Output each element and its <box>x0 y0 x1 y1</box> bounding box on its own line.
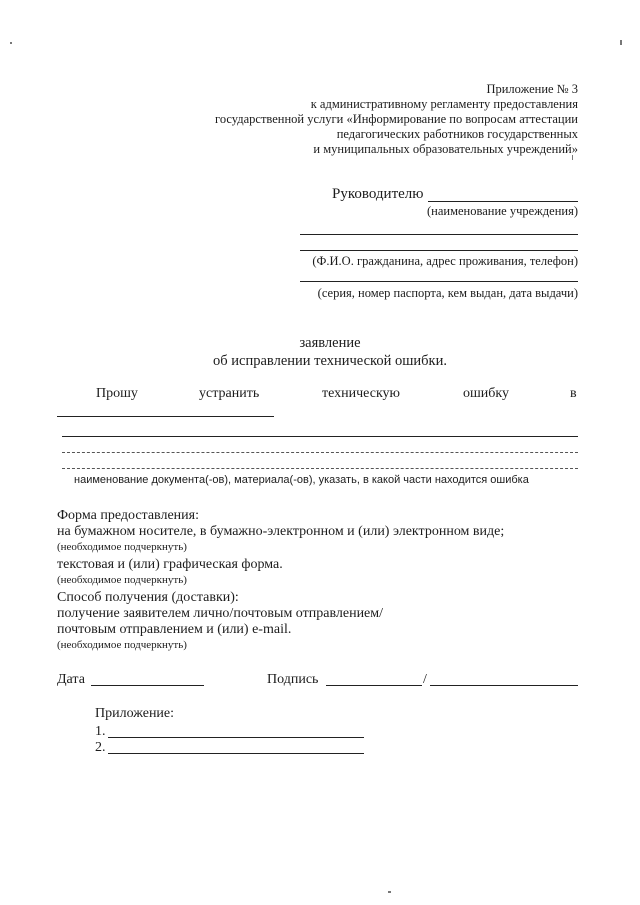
document-hint: наименование документа(-ов), материала(-ов), указать, в какой части находится ошибка <box>74 474 529 486</box>
request-word-2: устранить <box>199 386 260 401</box>
attachment-line-1 <box>108 737 364 738</box>
appendix-teachers: педагогических работников государственных <box>336 127 578 141</box>
attachment-item-1: 1. <box>95 724 106 739</box>
request-word-4: ошибку <box>463 386 509 401</box>
underline-note-2: (необходимое подчеркнуть) <box>57 574 187 586</box>
appendix-institutions: и муниципальных образовательных учреждений» <box>313 142 578 156</box>
applicant-hint: (Ф.И.О. гражданина, адрес проживания, телефон) <box>312 254 578 268</box>
passport-hint: (серия, номер паспорта, кем выдан, дата выдачи) <box>317 286 578 300</box>
signature-name-line <box>430 685 578 686</box>
attachment-line-2 <box>108 753 364 754</box>
recipient-org-line <box>428 201 578 202</box>
date-label: Дата <box>57 672 85 687</box>
recipient-label: Руководителю <box>332 186 424 202</box>
form-option-format: текстовая и (или) графическая форма. <box>57 557 283 572</box>
appendix-service: государственной услуги «Информирование по вопросам аттестации <box>215 112 578 126</box>
delivery-heading: Способ получения (доставки): <box>57 590 239 605</box>
passport-line <box>300 281 578 282</box>
form-option-media: на бумажном носителе, в бумажно-электронном и (или) электронном виде; <box>57 524 505 539</box>
document-detail-line-1 <box>62 436 578 437</box>
attachment-item-2: 2. <box>95 740 106 755</box>
scan-speck <box>10 42 12 44</box>
underline-note-3: (необходимое подчеркнуть) <box>57 639 187 651</box>
delivery-option-1: получение заявителем лично/почтовым отправлением/ <box>57 606 384 621</box>
signature-slash: / <box>423 672 427 687</box>
request-word-5: в <box>570 386 577 401</box>
title-subject: об исправлении технической ошибки. <box>213 353 447 369</box>
org-hint: (наименование учреждения) <box>427 204 578 218</box>
document-detail-line-2 <box>62 452 578 453</box>
request-word-1: Прошу <box>96 386 138 401</box>
date-line <box>91 685 204 686</box>
applicant-line-1 <box>300 234 578 235</box>
request-word-3: техническую <box>322 386 401 401</box>
attachments-heading: Приложение: <box>95 706 175 721</box>
title-statement: заявление <box>299 335 361 351</box>
scan-speck <box>388 891 391 893</box>
appendix-regulation: к административному регламенту предоставления <box>310 97 578 111</box>
underline-note-1: (необходимое подчеркнуть) <box>57 541 187 553</box>
signature-line <box>326 685 422 686</box>
scan-speck <box>620 40 622 45</box>
delivery-option-2: почтовым отправлением и (или) e-mail. <box>57 622 292 637</box>
signature-label: Подпись <box>267 672 319 687</box>
appendix-number: Приложение № 3 <box>486 82 578 96</box>
document-name-line <box>57 416 274 417</box>
document-detail-line-3 <box>62 468 578 469</box>
form-heading: Форма предоставления: <box>57 508 199 523</box>
applicant-line-2 <box>300 250 578 251</box>
